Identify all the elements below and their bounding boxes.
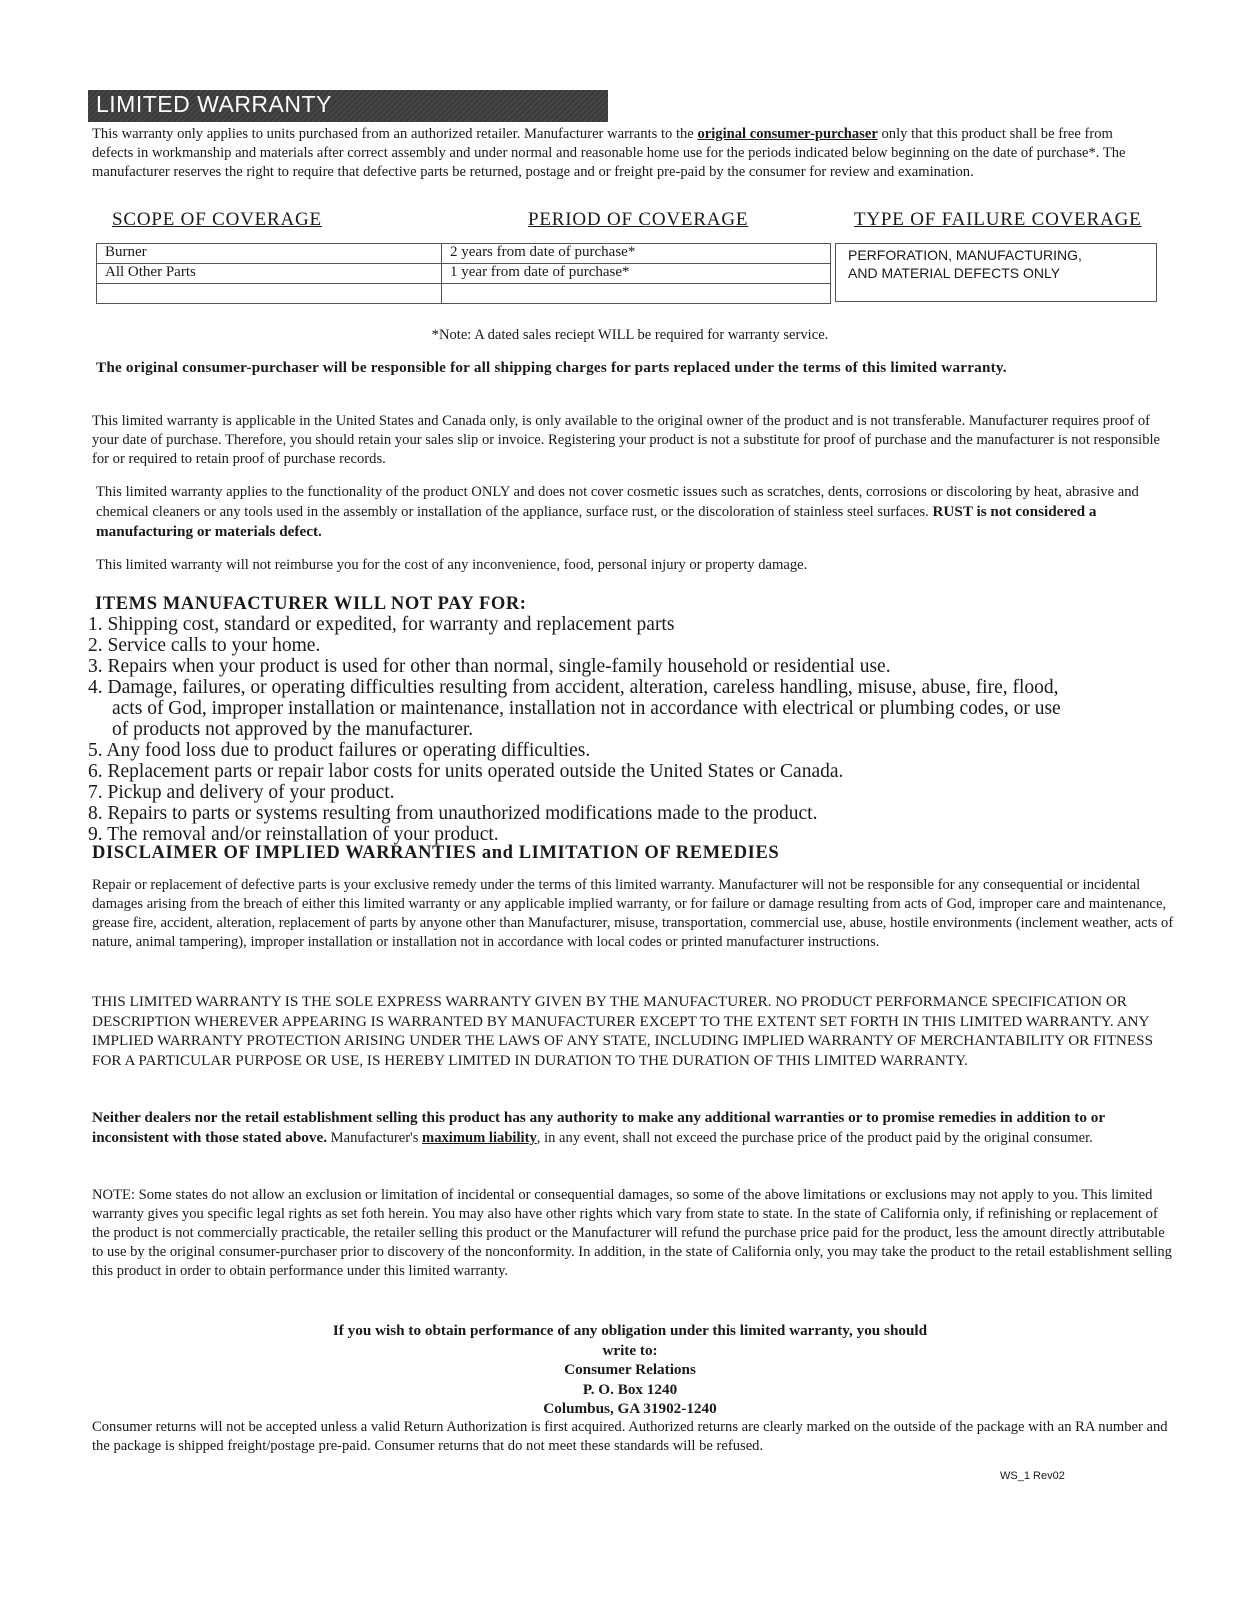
list-item: 9. The removal and/or reinstallation of your product. — [88, 824, 499, 845]
document-revision-code: WS_1 Rev02 — [1000, 1470, 1065, 1482]
table-row — [97, 244, 831, 264]
contact-department: Consumer Relations — [564, 1361, 696, 1378]
disclaimer-paragraph: Repair or replacement of defective parts is your exclusive remedy under the terms of this limited warranty. Manufacturer will not be responsible for any consequential or incidental damages arising from the breach of either this limited warranty or any applicable implied warranty, or for failure or damage resulting from acts of God, improper care and maintenance, grease fire, accident, alteration, replacement of parts by anyone other than Manufacturer, misuse, transportation, commercial use, abuse, hostile environments (inclement weather, acts of nature, animal tampering), improper installation or installation not in accordance with local codes or printed manufacturer instructions. — [92, 877, 1174, 950]
maximum-liability-emphasis: maximum liability — [422, 1130, 537, 1146]
rust-statement: RUST is not considered a manufacturing or materials defect. — [96, 503, 1097, 540]
contact-instruction: If you wish to obtain performance of any obligation under this limited warranty, you should — [332, 1322, 928, 1339]
contact-po-box: P. O. Box 1240 — [582, 1380, 678, 1398]
list-item: 2. Service calls to your home. — [88, 635, 321, 656]
period-of-coverage-heading: PERIOD OF COVERAGE — [528, 209, 749, 230]
coverage-period-cell — [442, 284, 831, 304]
scope-of-coverage-heading: SCOPE OF COVERAGE — [112, 209, 322, 230]
list-item: 3. Repairs when your product is used for other than normal, single-family household or residential use. — [88, 656, 891, 677]
items-list — [88, 614, 1188, 845]
list-item: acts of God, improper installation or maintenance, installation not in accordance with electrical or plumbing codes, or use — [112, 698, 1061, 719]
coverage-part-cell: Burner — [97, 244, 442, 264]
returns-paragraph: Consumer returns will not be accepted unless a valid Return Authorization is first acquired. Authorized returns are clearly marked on the outside of the package with an RA number and the package is shipped freight/postage pre-paid. Consumer returns that do not meet these standards will be refused. — [92, 1419, 1168, 1454]
coverage-table — [96, 243, 831, 304]
original-consumer-purchaser-emphasis: original consumer-purchaser — [697, 126, 878, 142]
shipping-notice: The original consumer-purchaser will be responsible for all shipping charges for parts replaced under the terms of this limited warranty. — [96, 359, 1007, 376]
reimburse-paragraph: This limited warranty will not reimburse you for the cost of any inconvenience, food, personal injury or property damage. — [96, 557, 808, 573]
list-item: 6. Replacement parts or repair labor costs for units operated outside the United States or Canada. — [88, 761, 844, 782]
limited-warranty-banner — [88, 90, 608, 122]
failure-coverage-box — [835, 243, 1157, 302]
state-law-note: NOTE: Some states do not allow an exclusion or limitation of incidental or consequential damages, so some of the above limitations or exclusions may not apply to you. This limited warranty gives you specific legal rights as set foth herein. You may also have other rights which vary from state to state. In the state of California only, if refinishing or replacement of the product is not commercially practicable, the retailer selling this product or the Manufacturer will refund the purchase price paid for the product, less the amount directly attributable to use by the original consumer-purchaser prior to discovery of the nonconformity. In addition, in the state of California only, you may take the product to the retail establishment selling this product in order to obtain performance under this limited warranty. — [92, 1187, 1172, 1279]
list-item: 1. Shipping cost, standard or expedited, for warranty and replacement parts — [88, 614, 675, 635]
coverage-period-cell: 1 year from date of purchase* — [442, 264, 831, 284]
failure-coverage-line: AND MATERIAL DEFECTS ONLY — [848, 265, 1061, 281]
contact-city-zip: Columbus, GA 31902-1240 — [543, 1400, 717, 1417]
table-row — [97, 264, 831, 284]
coverage-period-cell: 2 years from date of purchase* — [442, 244, 831, 264]
coverage-part-cell: All Other Parts — [97, 264, 442, 284]
receipt-note: *Note: A dated sales reciept WILL be required for warranty service. — [431, 327, 829, 343]
type-of-failure-heading: TYPE OF FAILURE COVERAGE — [854, 209, 1142, 230]
banner-title: LIMITED WARRANTY — [96, 91, 332, 117]
list-item: 7. Pickup and delivery of your product. — [88, 782, 395, 803]
items-heading: ITEMS MANUFACTURER WILL NOT PAY FOR: — [95, 594, 527, 614]
disclaimer-heading: DISCLAIMER OF IMPLIED WARRANTIES and LIMITATION OF REMEDIES — [92, 843, 780, 863]
cosmetic-paragraph: This limited warranty applies to the functionality of the product ONLY and does not cover cosmetic issues such as scratches, dents, corrosions or discoloring by heat, abrasive and chemical cleaners or any tools used in the assembly or installation of the appliance, surface rust, or the discoloration of stainless steel surfaces. RUST is not considered a manufacturing or materials defect. — [96, 484, 1139, 540]
table-row — [97, 284, 831, 304]
list-item: 8. Repairs to parts or systems resulting from unauthorized modifications made to the product. — [88, 803, 818, 824]
dealers-paragraph: Neither dealers nor the retail establishment selling this product has any authority to make any additional warranties or to promise remedies in addition to or inconsistent with those stated above. Manufacturer's maximum liability, in any event, shall not exceed the purchase price of the product paid by the original consumer. — [92, 1109, 1105, 1146]
contact-instruction-cont: write to: — [602, 1341, 658, 1359]
sole-warranty-paragraph: THIS LIMITED WARRANTY IS THE SOLE EXPRESS WARRANTY GIVEN BY THE MANUFACTURER. NO PRODUCT PERFORMANCE SPECIFICATION OR DESCRIPTION WHEREVER APPEARING IS WARRANTED BY MANUFACTURER EXCEPT TO THE EXTENT SET FORTH IN THIS LIMITED WARRANTY. ANY IMPLIED WARRANTY PROTECTION ARISING UNDER THE LAWS OF ANY STATE, INCLUDING IMPLIED WARRANTY OF MERCHANTABILITY OR FITNESS FOR A PARTICULAR PURPOSE OR USE, IS HEREBY LIMITED IN DURATION TO THE DURATION OF THIS LIMITED WARRANTY. — [92, 993, 1154, 1069]
list-item: 5. Any food loss due to product failures or operating difficulties. — [88, 740, 591, 761]
coverage-part-cell — [97, 284, 442, 304]
intro-paragraph: This warranty only applies to units purchased from an authorized retailer. Manufacturer warrants to the original consumer-purchaser only that this product shall be free from defects in workmanship and materials after correct assembly and under normal and reasonable home use for the periods indicated below beginning on the date of purchase*. The manufacturer reserves the right to require that defective parts be returned, postage and or freight pre-paid by the consumer for review and examination. — [92, 126, 1126, 180]
list-item: 4. Damage, failures, or operating difficulties resulting from accident, alteration, careless handling, misuse, abuse, fire, flood, — [88, 677, 1059, 698]
territory-paragraph: This limited warranty is applicable in the United States and Canada only, is only available to the original owner of the product and is not transferable. Manufacturer requires proof of your date of purchase. Therefore, you should retain your sales slip or invoice. Registering your product is not a substitute for proof of purchase and the manufacturer is not responsible for or required to retain proof of purchase records. — [92, 413, 1161, 467]
failure-coverage-line: PERFORATION, MANUFACTURING, — [848, 247, 1082, 263]
list-item: of products not approved by the manufacturer. — [112, 719, 474, 740]
contact-block — [0, 1321, 1260, 1419]
